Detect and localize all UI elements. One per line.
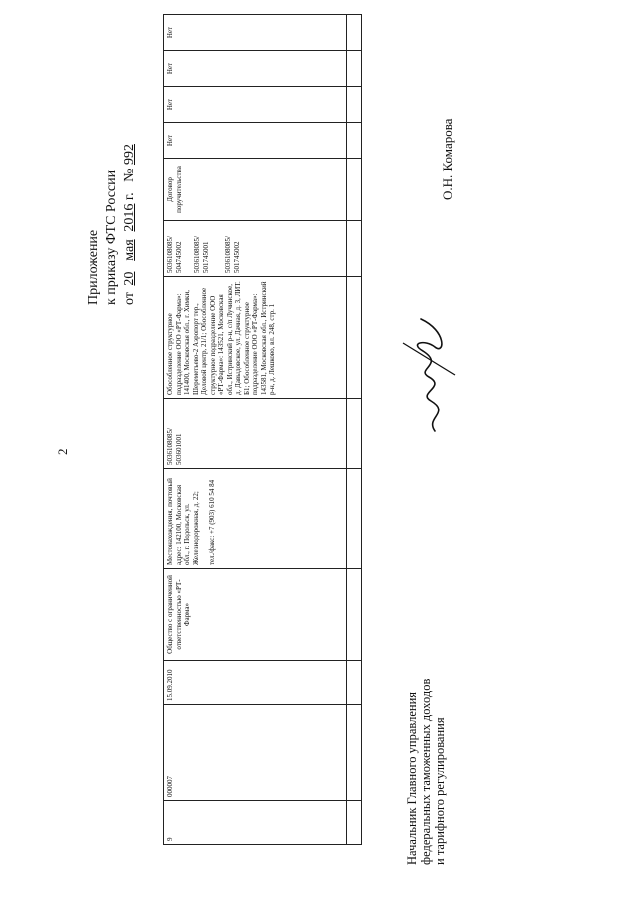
cell-inn-kpp: 5036108085/ 503601001 bbox=[164, 399, 347, 469]
cell-c1: Нет bbox=[164, 123, 347, 159]
approval-number: 992 bbox=[122, 144, 137, 166]
cell-date: 15.09.2010 bbox=[164, 661, 347, 705]
cell-c3: Нет bbox=[164, 51, 347, 87]
phone-text: тел./факс: +7 (903) 610 54 84 bbox=[208, 479, 216, 565]
cell-subdivisions: Обособленное структурное подразделение ООО «РТ-Фарма»: 141400, Московская обл., г. Химки, Шереметьево-2 Аэропорт тер., Деловой центр, 21/1; Обособленное структурное подразделение ООО «РТ-Фарма»: 143521, Московская обл., Истринский р-н, с/п Лучинское, д. Давыдовское, ул. Дачная, д. 3, ЛИТ. Б1; Обособленное структурное подразделение ООО «РТ-Фарма»: 143581, Московская обл., Истринский р-н, д. Лешково, вл. 248, стр. 1 bbox=[164, 277, 347, 399]
table-row bbox=[164, 15, 347, 845]
approval-from: от bbox=[122, 292, 137, 305]
cell-address bbox=[164, 469, 347, 569]
signatory-title bbox=[405, 679, 447, 865]
address-text: Местонахождения, почтовый адрес: 142100, Московская обл., г. Подольск, ул. Железнодорожная, д. 22; bbox=[166, 478, 200, 565]
cell-sub-inn bbox=[164, 221, 347, 277]
sub-inn-2: 5036108085/ 501745001 bbox=[193, 236, 210, 273]
approval-day: 20 bbox=[122, 271, 137, 286]
signatory-line-1: Начальник Главного управления bbox=[405, 691, 419, 865]
table-row-blank bbox=[347, 15, 362, 845]
cell-c4: Нет bbox=[164, 15, 347, 51]
page-number: 2 bbox=[55, 448, 70, 455]
signatory-name: О.Н. Комарова bbox=[440, 118, 455, 200]
approval-year: 2016 bbox=[122, 203, 137, 232]
cell-c2: Нет bbox=[164, 87, 347, 123]
approval-month: мая bbox=[122, 239, 137, 261]
sub-inn-3: 5036108085/ 501745002 bbox=[224, 236, 241, 273]
approval-year-suffix: г. bbox=[122, 192, 137, 201]
signatory-line-2: федеральных таможенных доходов bbox=[419, 678, 433, 865]
registry-table bbox=[163, 14, 362, 845]
approval-number-label: № bbox=[122, 168, 137, 182]
cell-name: Общество с ограниченной ответственностью «РТ-Фарма» bbox=[164, 569, 347, 661]
sub-inn-1: 5036108085/ 504745002 bbox=[166, 236, 183, 273]
approval-date-line bbox=[121, 144, 139, 305]
cell-num: 9 bbox=[164, 801, 347, 845]
cell-reg-no: 000007 bbox=[164, 705, 347, 801]
cell-guarantee: Договор поручительства bbox=[164, 159, 347, 221]
approval-stamp bbox=[85, 144, 139, 305]
signature-image bbox=[395, 315, 465, 435]
approval-order: к приказу ФТС России bbox=[104, 169, 119, 305]
approval-title: Приложение bbox=[86, 229, 101, 305]
signatory-line-3: и тарифного регулирования bbox=[433, 717, 447, 865]
